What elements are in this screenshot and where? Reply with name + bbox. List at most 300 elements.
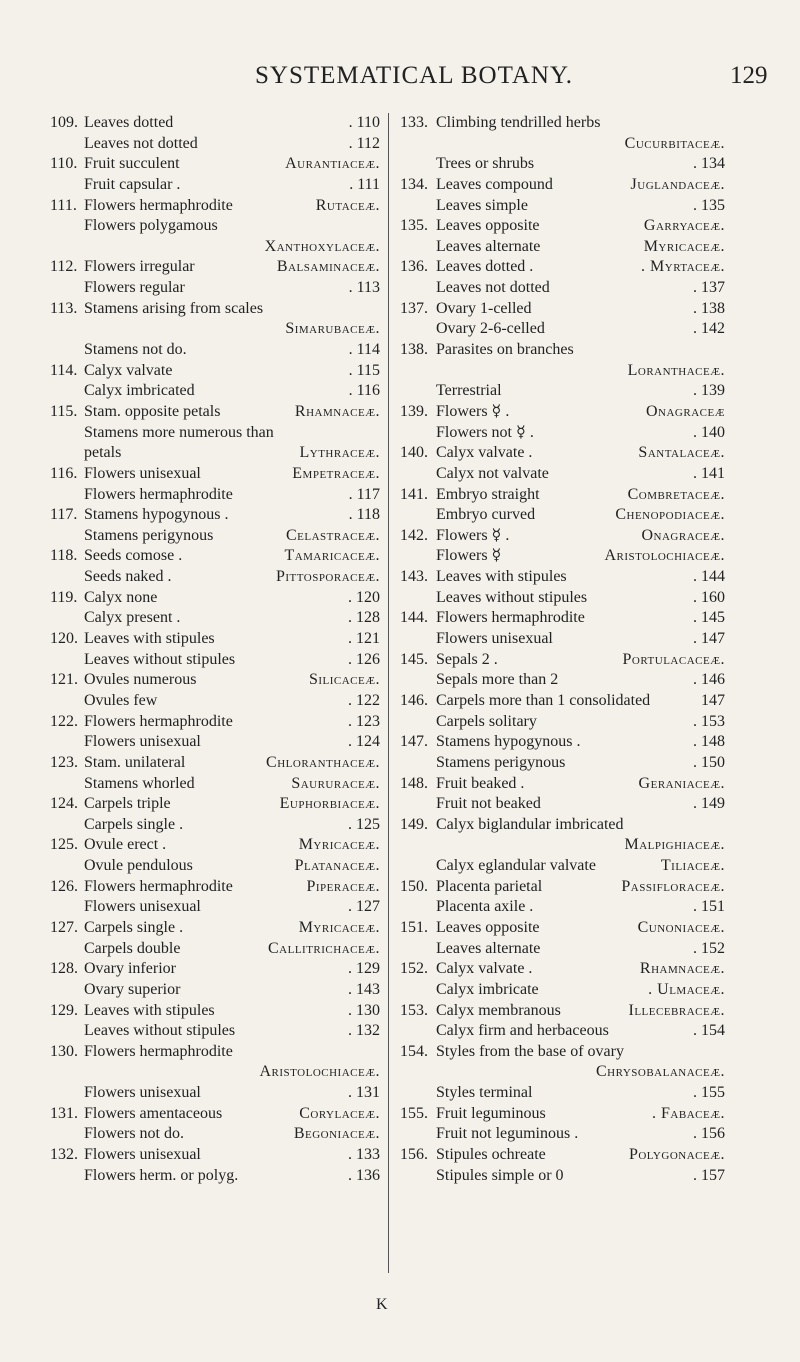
- key-reference: . 111: [349, 175, 380, 193]
- key-character: Leaves not dotted: [84, 134, 198, 152]
- key-character: Calyx imbricated: [84, 382, 195, 400]
- key-reference: . 141: [693, 464, 725, 482]
- key-reference: Garryaceæ.: [643, 217, 725, 235]
- key-reference: . 117: [348, 485, 380, 503]
- key-reference: . 131: [348, 1084, 380, 1102]
- key-character: Flowers unisexual: [84, 733, 201, 751]
- key-reference: . 116: [348, 382, 380, 400]
- key-reference: . 144: [693, 568, 725, 586]
- key-reference: . 160: [693, 588, 725, 606]
- couplet-number: 154.: [400, 1042, 428, 1060]
- key-character: Calyx firm and herbaceous: [436, 1022, 609, 1040]
- key-line: [400, 608, 725, 629]
- key-reference: . 129: [348, 960, 380, 978]
- key-reference: . 133: [348, 1146, 380, 1164]
- key-line: [50, 959, 380, 980]
- key-character: Sepals 2 .: [436, 650, 498, 668]
- key-character: Calyx present .: [84, 609, 181, 627]
- couplet-number: 152.: [400, 960, 428, 978]
- key-line: [50, 257, 380, 278]
- key-line: [400, 1042, 725, 1063]
- key-character: Carpels double: [84, 939, 181, 957]
- key-reference: . 110: [348, 114, 380, 131]
- key-reference: Silicaceæ.: [308, 671, 380, 689]
- key-character: Embryo curved: [436, 506, 536, 524]
- key-line: [50, 505, 380, 526]
- key-line: [50, 175, 380, 196]
- key-line: [400, 361, 725, 382]
- key-character: Flowers unisexual: [84, 898, 201, 916]
- key-line: [50, 1104, 380, 1125]
- key-line: [400, 1083, 725, 1104]
- key-reference: . 156: [693, 1125, 725, 1143]
- key-character: Leaves compound: [436, 175, 553, 193]
- key-reference: Corylaceæ.: [299, 1104, 380, 1122]
- key-line: [50, 526, 380, 547]
- couplet-number: 150.: [400, 877, 428, 895]
- key-line: [400, 774, 725, 795]
- couplet-number: 111.: [50, 196, 77, 214]
- key-character: Flowers herm. or polyg.: [84, 1166, 239, 1184]
- key-reference: Euphorbiaceæ.: [279, 795, 380, 813]
- key-character: Fruit succulent: [84, 155, 180, 173]
- key-character: Leaves alternate: [436, 939, 541, 957]
- key-line: [400, 340, 725, 361]
- couplet-number: 121.: [50, 671, 78, 689]
- key-character: Styles terminal: [436, 1084, 533, 1102]
- key-character: Flowers not do.: [84, 1125, 184, 1143]
- key-line: [400, 712, 725, 733]
- key-reference: . 132: [348, 1022, 380, 1040]
- couplet-number: 117.: [50, 506, 78, 524]
- key-line: [50, 918, 380, 939]
- couplet-number: 114.: [50, 361, 78, 379]
- key-character: Leaves opposite: [436, 918, 540, 936]
- key-reference: Combretaceæ.: [627, 485, 725, 503]
- key-line: [50, 464, 380, 485]
- key-line: [400, 670, 725, 691]
- key-reference: Onagraceæ: [645, 402, 725, 420]
- key-line: [50, 691, 380, 712]
- key-character: Seeds comose .: [84, 547, 183, 565]
- couplet-number: 135.: [400, 217, 428, 235]
- key-reference: Chloranthaceæ.: [266, 753, 380, 771]
- signature-mark: K: [376, 1296, 388, 1313]
- key-line: [50, 567, 380, 588]
- key-line: [400, 1021, 725, 1042]
- couplet-number: 139.: [400, 402, 428, 420]
- couplet-number: 147.: [400, 733, 428, 751]
- key-line: [50, 237, 380, 258]
- couplet-number: 113.: [50, 299, 78, 317]
- key-line: [50, 712, 380, 733]
- key-line: [400, 485, 725, 506]
- key-reference: . 122: [348, 691, 380, 709]
- key-character: Carpels more than 1 consolidated: [436, 691, 651, 709]
- key-line: [400, 154, 725, 175]
- key-reference: . Fabaceæ.: [652, 1104, 725, 1122]
- key-reference: . 128: [348, 609, 380, 627]
- key-line: [50, 670, 380, 691]
- key-reference: Polygonaceæ.: [628, 1146, 725, 1164]
- key-reference: . 115: [348, 361, 380, 379]
- key-reference: . 145: [693, 609, 725, 627]
- key-reference: Illecebraceæ.: [628, 1001, 725, 1019]
- key-character: Leaves not dotted: [436, 279, 550, 297]
- key-line: [400, 629, 725, 650]
- key-line: [50, 856, 380, 877]
- key-character: Flowers amentaceous: [84, 1104, 223, 1122]
- key-reference: . 146: [693, 671, 725, 689]
- key-character: Stamens more numerous than: [84, 423, 274, 441]
- key-character: Carpels single .: [84, 918, 184, 936]
- key-character: Stamens not do.: [84, 341, 187, 359]
- key-character: Calyx biglandular imbricated: [436, 815, 624, 833]
- couplet-number: 134.: [400, 175, 428, 193]
- key-line: [400, 939, 725, 960]
- couplet-number: 142.: [400, 526, 428, 544]
- key-character: Leaves with stipules: [436, 568, 567, 586]
- key-character: Flowers ☿ .: [436, 402, 510, 420]
- key-character: Embryo straight: [436, 485, 540, 503]
- key-character: Leaves without stipules: [84, 1022, 236, 1040]
- key-character: Climbing tendrilled herbs: [436, 114, 601, 131]
- key-reference: . 148: [693, 733, 725, 751]
- key-reference: Cunoniaceæ.: [637, 918, 725, 936]
- couplet-number: 149.: [400, 815, 428, 833]
- couplet-number: 129.: [50, 1001, 78, 1019]
- key-character: Fruit not leguminous .: [436, 1125, 579, 1143]
- key-character: Stipules simple or 0: [436, 1166, 564, 1184]
- key-reference: . 151: [693, 898, 725, 916]
- key-character: Flowers hermaphrodite: [84, 485, 233, 503]
- page-number: 129: [730, 62, 768, 89]
- key-character: Flowers hermaphrodite: [84, 877, 233, 895]
- key-character: Trees or shrubs: [436, 155, 535, 173]
- key-reference: Tiliaceæ.: [660, 857, 725, 875]
- couplet-number: 120.: [50, 630, 78, 648]
- key-character: Stamens hypogynous .: [436, 733, 581, 751]
- couplet-number: 124.: [50, 795, 78, 813]
- key-character: Seeds naked .: [84, 568, 172, 586]
- key-reference: . Ulmaceæ.: [648, 980, 725, 998]
- key-line: [50, 1042, 380, 1063]
- key-reference: Aristolochiaceæ.: [604, 547, 725, 565]
- key-reference: Simarubaceæ.: [285, 320, 380, 338]
- couplet-number: 109.: [50, 114, 78, 131]
- key-character: Stamens arising from scales: [84, 299, 264, 317]
- couplet-number: 156.: [400, 1146, 428, 1164]
- key-reference: Aurantiaceæ.: [285, 155, 380, 173]
- key-character: Ovule erect .: [84, 836, 167, 854]
- key-character: Stamens whorled: [84, 774, 195, 792]
- key-character: Flowers polygamous: [84, 217, 218, 235]
- key-reference: Piperaceæ.: [306, 877, 380, 895]
- key-line: [50, 1145, 380, 1166]
- key-line: [50, 319, 380, 340]
- key-line: [400, 691, 725, 712]
- key-line: [400, 918, 725, 939]
- key-line: [400, 1062, 725, 1083]
- key-character: Stamens perigynous: [84, 526, 214, 544]
- key-character: Carpels single .: [84, 815, 184, 833]
- key-character: Calyx none: [84, 588, 158, 606]
- key-character: Calyx eglandular valvate: [436, 857, 596, 875]
- key-line: [50, 113, 380, 134]
- key-character: Fruit not beaked: [436, 795, 541, 813]
- key-character: Leaves without stipules: [84, 650, 236, 668]
- key-character: Calyx valvate .: [436, 960, 533, 978]
- key-character: Carpels solitary: [436, 712, 537, 730]
- key-line: [400, 113, 725, 134]
- right-key-column: [400, 113, 725, 1186]
- key-line: [400, 216, 725, 237]
- key-line: [400, 815, 725, 836]
- couplet-number: 127.: [50, 918, 78, 936]
- key-line: [400, 1001, 725, 1022]
- key-line: [50, 485, 380, 506]
- key-line: [400, 588, 725, 609]
- key-line: [50, 423, 380, 444]
- key-character: Stipules ochreate: [436, 1146, 546, 1164]
- couplet-number: 133.: [400, 114, 428, 131]
- key-character: Leaves alternate: [436, 237, 541, 255]
- key-line: [50, 1001, 380, 1022]
- key-line: [50, 278, 380, 299]
- key-line: [50, 732, 380, 753]
- key-line: [400, 794, 725, 815]
- key-line: [50, 402, 380, 423]
- key-character: Ovules numerous: [84, 671, 197, 689]
- couplet-number: 110.: [50, 155, 78, 173]
- key-line: [400, 732, 725, 753]
- key-reference: . 130: [348, 1001, 380, 1019]
- key-reference: . 114: [348, 341, 380, 359]
- key-reference: Myricaceæ.: [298, 836, 380, 854]
- key-reference: Juglandaceæ.: [630, 175, 725, 193]
- key-character: Calyx imbricate: [436, 980, 539, 998]
- key-character: Leaves with stipules: [84, 1001, 215, 1019]
- key-character: Carpels triple: [84, 795, 171, 813]
- key-line: [50, 1062, 380, 1083]
- couplet-number: 136.: [400, 258, 428, 276]
- key-character: Calyx membranous: [436, 1001, 561, 1019]
- key-line: [400, 464, 725, 485]
- key-line: [400, 1104, 725, 1125]
- key-reference: . Myrtaceæ.: [641, 258, 725, 276]
- key-reference: . 113: [348, 279, 380, 297]
- couplet-number: 153.: [400, 1001, 428, 1019]
- key-character: Placenta parietal: [436, 877, 543, 895]
- key-line: [400, 505, 725, 526]
- key-character: Flowers irregular: [84, 258, 195, 276]
- key-line: [50, 299, 380, 320]
- couplet-number: 126.: [50, 877, 78, 895]
- key-character: Leaves simple: [436, 196, 528, 214]
- key-line: [400, 753, 725, 774]
- key-reference: . 126: [348, 650, 380, 668]
- key-character: Terrestrial: [436, 382, 502, 400]
- key-line: [50, 216, 380, 237]
- key-line: [400, 650, 725, 671]
- key-character: Ovary 2-6-celled: [436, 320, 545, 338]
- key-line: [400, 299, 725, 320]
- key-line: [50, 939, 380, 960]
- key-character: Calyx not valvate: [436, 464, 549, 482]
- key-line: [50, 1166, 380, 1187]
- key-reference: . 140: [693, 423, 725, 441]
- key-character: Stamens hypogynous .: [84, 506, 229, 524]
- key-character: Ovules few: [84, 691, 158, 709]
- left-key-column: [50, 113, 380, 1186]
- key-line: [400, 959, 725, 980]
- key-reference: Cucurbitaceæ.: [624, 134, 725, 152]
- key-line: [400, 897, 725, 918]
- key-line: [50, 650, 380, 671]
- key-reference: Malpighiaceæ.: [624, 836, 725, 854]
- key-reference: Santalaceæ.: [638, 444, 725, 462]
- key-line: [400, 526, 725, 547]
- key-character: Flowers unisexual: [84, 464, 201, 482]
- key-character: Styles from the base of ovary: [436, 1042, 624, 1060]
- key-line: [50, 381, 380, 402]
- key-line: [50, 877, 380, 898]
- key-line: [400, 980, 725, 1001]
- key-reference: . 142: [693, 320, 725, 338]
- key-reference: Begoniaceæ.: [293, 1125, 380, 1143]
- key-line: [400, 175, 725, 196]
- key-reference: . 118: [348, 506, 380, 524]
- key-reference: Geraniaceæ.: [638, 774, 725, 792]
- key-reference: . 157: [693, 1166, 725, 1184]
- column-divider: [388, 113, 389, 1273]
- key-reference: . 149: [693, 795, 725, 813]
- key-reference: . 123: [348, 712, 380, 730]
- couplet-number: 146.: [400, 691, 428, 709]
- key-character: Stam. unilateral: [84, 753, 186, 771]
- key-line: [50, 629, 380, 650]
- key-character: Flowers hermaphrodite: [84, 712, 233, 730]
- key-line: [400, 835, 725, 856]
- key-line: [50, 1083, 380, 1104]
- key-line: [400, 134, 725, 155]
- key-reference: . 152: [693, 939, 725, 957]
- key-reference: Passifloraceæ.: [621, 877, 725, 895]
- couplet-number: 138.: [400, 341, 428, 359]
- key-reference: Loranthaceæ.: [627, 361, 725, 379]
- key-line: [50, 1124, 380, 1145]
- key-character: petals: [84, 444, 122, 462]
- key-character: Flowers unisexual: [436, 630, 553, 648]
- key-line: [50, 340, 380, 361]
- key-line: [50, 134, 380, 155]
- couplet-number: 115.: [50, 402, 78, 420]
- key-character: Leaves with stipules: [84, 630, 215, 648]
- couplet-number: 125.: [50, 836, 78, 854]
- key-reference: Pittosporaceæ.: [275, 568, 380, 586]
- key-line: [400, 546, 725, 567]
- key-line: [400, 1145, 725, 1166]
- key-line: [400, 567, 725, 588]
- key-reference: Xanthoxylaceæ.: [264, 237, 380, 255]
- key-reference: . 139: [693, 382, 725, 400]
- key-line: [50, 588, 380, 609]
- key-reference: Platanaceæ.: [294, 857, 380, 875]
- key-line: [50, 753, 380, 774]
- key-character: Flowers ☿: [436, 547, 502, 565]
- key-character: Flowers unisexual: [84, 1146, 201, 1164]
- key-line: [50, 835, 380, 856]
- key-reference: Aristolochiaceæ.: [259, 1063, 380, 1081]
- key-character: Ovary inferior: [84, 960, 176, 978]
- key-reference: . 112: [348, 134, 380, 152]
- key-line: [400, 278, 725, 299]
- key-reference: Callitrichaceæ.: [268, 939, 380, 957]
- couplet-number: 148.: [400, 774, 428, 792]
- key-character: Placenta axile .: [436, 898, 534, 916]
- couplet-number: 128.: [50, 960, 78, 978]
- key-line: [400, 423, 725, 444]
- key-reference: Chrysobalanaceæ.: [595, 1063, 725, 1081]
- couplet-number: 131.: [50, 1104, 78, 1122]
- key-character: Fruit leguminous: [436, 1104, 546, 1122]
- key-line: [50, 196, 380, 217]
- couplet-number: 143.: [400, 568, 428, 586]
- key-reference: . 121: [348, 630, 380, 648]
- key-reference: Chenopodiaceæ.: [615, 506, 725, 524]
- key-line: [400, 856, 725, 877]
- key-reference: Onagraceæ.: [641, 526, 725, 544]
- key-reference: Rutaceæ.: [315, 196, 380, 214]
- key-reference: . 150: [693, 753, 725, 771]
- key-reference: . 155: [693, 1084, 725, 1102]
- key-reference: Rhamnaceæ.: [294, 402, 380, 420]
- key-character: Sepals more than 2: [436, 671, 559, 689]
- page-header: [0, 62, 800, 102]
- couplet-number: 123.: [50, 753, 78, 771]
- key-reference: . 143: [348, 980, 380, 998]
- key-line: [50, 361, 380, 382]
- key-reference: Tamaricaceæ.: [284, 547, 380, 565]
- key-character: Leaves without stipules: [436, 588, 588, 606]
- key-character: Parasites on branches: [436, 341, 574, 359]
- key-line: [400, 257, 725, 278]
- couplet-number: 130.: [50, 1042, 78, 1060]
- couplet-number: 141.: [400, 485, 428, 503]
- key-reference: . 125: [348, 815, 380, 833]
- key-line: [50, 1021, 380, 1042]
- key-character: Calyx valvate .: [436, 444, 533, 462]
- key-reference: Celastraceæ.: [285, 526, 380, 544]
- key-line: [400, 196, 725, 217]
- key-character: Flowers unisexual: [84, 1084, 201, 1102]
- key-character: Leaves dotted .: [436, 258, 534, 276]
- key-character: Leaves dotted: [84, 114, 174, 131]
- key-line: [50, 794, 380, 815]
- couplet-number: 119.: [50, 588, 78, 606]
- key-reference: . 134: [693, 155, 725, 173]
- key-character: Flowers ☿ .: [436, 526, 510, 544]
- key-reference: . 154: [693, 1022, 725, 1040]
- key-line: [400, 1124, 725, 1145]
- key-line: [50, 897, 380, 918]
- key-character: Ovule pendulous: [84, 857, 193, 875]
- couplet-number: 122.: [50, 712, 78, 730]
- key-character: Stamens perigynous: [436, 753, 566, 771]
- couplet-number: 132.: [50, 1146, 78, 1164]
- key-reference: . 137: [693, 279, 725, 297]
- key-reference: Empetraceæ.: [292, 464, 380, 482]
